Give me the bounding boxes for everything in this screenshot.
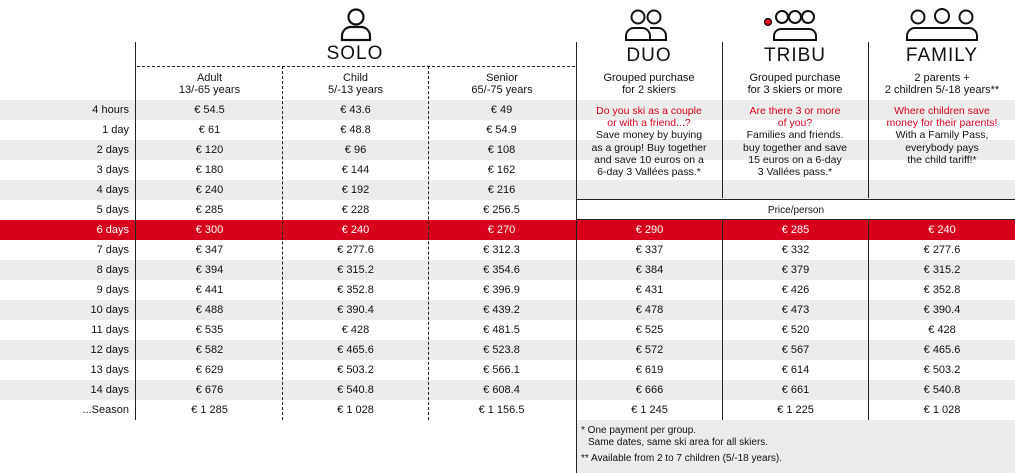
duo-price-cell: [577, 120, 722, 140]
duo-price-cell: € 290: [635, 224, 664, 236]
adult-price-cell: € 629: [195, 364, 224, 376]
adult-price-cell: € 54.5: [194, 104, 225, 116]
row-duration-label: 14 days: [90, 384, 129, 396]
row-duration-label: ...Season: [82, 404, 129, 416]
family-icon: [905, 8, 979, 42]
senior-label: Senior: [486, 72, 518, 84]
adult-price-cell: € 120: [195, 144, 224, 156]
family-subtitle: [869, 72, 1015, 96]
tribu-price-cell: € 661: [781, 384, 810, 396]
group-divider: [868, 42, 869, 198]
duo-text-line: and save 10 euros on a: [594, 153, 704, 166]
two-persons-icon: [624, 8, 668, 42]
duo-price-cell: [577, 140, 722, 160]
tribu-price-cell: € 473: [781, 304, 810, 316]
tribu-price-cell: [723, 180, 868, 200]
tribu-text-line: 3 Vallées pass.*: [757, 166, 833, 179]
price-header-bottom-line: [576, 219, 1015, 220]
senior-price-cell: € 216: [487, 184, 516, 196]
duo-text-line: 6-day 3 Vallées pass.*: [597, 166, 701, 179]
tribu-text-line: 15 euros on a 6-day: [748, 153, 842, 166]
tribu-price-cell: [723, 100, 868, 120]
group-divider: [722, 42, 723, 198]
family-title: FAMILY: [905, 45, 979, 66]
adult-price-cell: € 300: [195, 224, 224, 236]
duo-price-cell: € 1 245: [631, 404, 668, 416]
duo-price-cell: € 337: [635, 244, 664, 256]
senior-price-cell: € 523.8: [483, 344, 520, 356]
solo-title: SOLO: [326, 43, 384, 64]
senior-price-cell: € 354.6: [483, 264, 520, 276]
child-price-cell: € 1 028: [337, 404, 374, 416]
senior-price-cell: € 108: [487, 144, 516, 156]
duo-price-cell: [577, 200, 722, 220]
tribu-sub-line: for 3 skiers or more: [747, 84, 843, 96]
price-per-person-label: Price/person: [767, 205, 825, 216]
senior-price-cell: € 1 156.5: [478, 404, 525, 416]
adult-price-cell: € 582: [195, 344, 224, 356]
family-price-cell: [869, 120, 1015, 140]
family-price-cell: € 390.4: [923, 304, 961, 316]
row-duration-label: 8 days: [96, 264, 129, 276]
child-price-cell: € 315.2: [337, 264, 374, 276]
adult-price-cell: € 488: [195, 304, 224, 316]
adult-price-cell: € 347: [195, 244, 224, 256]
child-price-cell: € 465.6: [337, 344, 374, 356]
tribu-price-cell: € 285: [781, 224, 810, 236]
tribu-price-cell: € 332: [781, 244, 810, 256]
senior-price-cell: € 566.1: [483, 364, 520, 376]
row-duration-label: 4 hours: [92, 104, 129, 116]
note-children: ** Available from 2 to 7 children (5/-18 years).: [581, 453, 783, 464]
senior-price-cell: € 256.5: [483, 204, 520, 216]
tribu-subtitle: [723, 72, 867, 96]
tribu-price-cell: € 567: [781, 344, 810, 356]
duo-highlight-line: or with a friend...?: [607, 117, 691, 130]
adult-age: 13/-65 years: [178, 84, 241, 96]
duo-price-cell: € 478: [635, 304, 664, 316]
solo-header-divider: [137, 66, 575, 67]
child-price-cell: € 192: [341, 184, 370, 196]
duo-price-cell: € 619: [635, 364, 664, 376]
tribu-highlight-line: Are there 3 or more: [749, 105, 841, 117]
family-text-line: everybody pays: [905, 141, 979, 154]
solo-column-divider: [428, 66, 429, 420]
group-divider: [722, 220, 723, 420]
tribu-price-cell: € 426: [781, 284, 810, 296]
adult-price-cell: € 441: [195, 284, 224, 296]
duo-price-cell: € 572: [635, 344, 664, 356]
tribu-text-line: Families and friends.: [746, 129, 844, 142]
child-price-cell: € 277.6: [337, 244, 374, 256]
senior-price-cell: € 270: [487, 224, 516, 236]
child-price-cell: € 503.2: [337, 364, 374, 376]
senior-price-cell: € 439.2: [483, 304, 520, 316]
adult-price-cell: € 61: [198, 124, 221, 136]
row-duration-label: 11 days: [91, 324, 129, 336]
adult-label: Adult: [196, 72, 223, 84]
family-text-line: With a Family Pass,: [895, 129, 989, 142]
solo-column-divider: [282, 66, 283, 420]
adult-header: [137, 72, 282, 96]
price-header-top-line: [576, 199, 1015, 200]
tribu-price-cell: € 614: [781, 364, 810, 376]
row-duration-label: 1 day: [102, 124, 129, 136]
tribu-price-cell: [723, 140, 868, 160]
tribu-price-cell: € 379: [781, 264, 810, 276]
tribu-price-cell: € 520: [781, 324, 810, 336]
group-divider: [868, 220, 869, 420]
adult-price-cell: € 535: [195, 324, 224, 336]
family-highlight-line: money for their parents!: [886, 117, 998, 130]
senior-price-cell: € 162: [487, 164, 516, 176]
duo-sub-line: Grouped purchase: [603, 72, 695, 84]
row-duration-label: 12 days: [90, 344, 129, 356]
child-price-cell: € 352.8: [337, 284, 374, 296]
row-duration-label: 9 days: [96, 284, 129, 296]
adult-price-cell: € 180: [195, 164, 224, 176]
tribu-highlight-line: of you?: [777, 117, 813, 130]
three-persons-icon: [762, 8, 824, 42]
child-price-cell: € 43.6: [340, 104, 371, 116]
senior-age: 65/-75 years: [471, 84, 533, 96]
senior-price-cell: € 49: [490, 104, 513, 116]
family-text-line: the child tariff!*: [907, 153, 977, 166]
child-price-cell: € 240: [341, 224, 370, 236]
child-header: [283, 72, 428, 96]
child-price-cell: € 48.8: [340, 124, 371, 136]
duo-highlight-line: Do you ski as a couple: [596, 105, 702, 117]
duo-title: DUO: [626, 45, 672, 66]
tribu-price-cell: [723, 200, 868, 220]
senior-price-cell: € 54.9: [486, 124, 517, 136]
duo-subtitle: [577, 72, 721, 96]
family-price-cell: [869, 180, 1015, 200]
table-left-border: [135, 42, 136, 420]
row-duration-label: 7 days: [96, 244, 129, 256]
senior-price-cell: € 608.4: [483, 384, 520, 396]
family-price-cell: [869, 200, 1015, 220]
family-price-cell: € 428: [928, 324, 956, 336]
family-price-cell: € 503.2: [923, 364, 961, 376]
tribu-price-cell: [723, 160, 868, 180]
child-price-cell: € 96: [344, 144, 367, 156]
family-price-cell: € 352.8: [923, 284, 961, 296]
family-price-cell: € 540.8: [923, 384, 961, 396]
family-price-cell: € 1 028: [923, 404, 961, 416]
family-price-cell: € 315.2: [923, 264, 961, 276]
child-price-cell: € 390.4: [337, 304, 374, 316]
family-highlight-line: Where children save: [894, 105, 990, 117]
duo-price-cell: [577, 180, 722, 200]
adult-price-cell: € 1 285: [191, 404, 228, 416]
adult-price-cell: € 285: [195, 204, 224, 216]
family-price-cell: [869, 140, 1015, 160]
child-label: Child: [342, 72, 369, 84]
family-price-cell: [869, 100, 1015, 120]
family-price-cell: € 277.6: [923, 244, 961, 256]
tribu-sub-line: Grouped purchase: [749, 72, 841, 84]
duo-text-line: Save money by buying: [595, 129, 703, 142]
row-duration-label: 2 days: [96, 144, 129, 156]
child-price-cell: € 144: [341, 164, 370, 176]
child-price-cell: € 428: [341, 324, 370, 336]
child-price-cell: € 540.8: [337, 384, 374, 396]
duo-price-cell: [577, 100, 722, 120]
row-duration-label: 6 days: [96, 224, 129, 236]
duo-price-cell: [577, 160, 722, 180]
row-duration-label: 10 days: [90, 304, 129, 316]
tribu-title: TRIBU: [764, 45, 826, 66]
adult-price-cell: € 240: [195, 184, 224, 196]
senior-price-cell: € 312.3: [483, 244, 520, 256]
duo-sub-line: for 2 skiers: [622, 84, 676, 96]
family-sub-line: 2 children 5/-18 years**: [884, 84, 1000, 96]
group-divider: [576, 42, 577, 473]
tribu-price-cell: [723, 120, 868, 140]
family-price-cell: € 465.6: [923, 344, 961, 356]
row-duration-label: 3 days: [96, 164, 129, 176]
note-one-payment: * One payment per group.: [581, 425, 697, 436]
senior-header: [429, 72, 575, 96]
duo-text-line: as a group! Buy together: [591, 141, 707, 154]
child-price-cell: € 228: [341, 204, 370, 216]
senior-price-cell: € 481.5: [483, 324, 520, 336]
adult-price-cell: € 676: [195, 384, 224, 396]
family-price-cell: € 240: [928, 224, 956, 236]
duo-price-cell: € 525: [635, 324, 664, 336]
duo-price-cell: € 431: [635, 284, 664, 296]
person-icon: [338, 6, 374, 42]
adult-price-cell: € 394: [195, 264, 224, 276]
tribu-text-line: buy together and save: [743, 141, 847, 154]
family-price-cell: [869, 160, 1015, 180]
tribu-price-cell: € 1 225: [777, 404, 814, 416]
note-same-dates: Same dates, same ski area for all skiers.: [588, 437, 769, 448]
duo-price-cell: € 384: [635, 264, 664, 276]
row-duration-label: 13 days: [90, 364, 129, 376]
row-duration-label: 4 days: [96, 184, 129, 196]
family-sub-line: 2 parents +: [914, 72, 970, 84]
child-age: 5/-13 years: [327, 84, 384, 96]
row-duration-label: 5 days: [96, 204, 129, 216]
senior-price-cell: € 396.9: [483, 284, 520, 296]
duo-price-cell: € 666: [635, 384, 664, 396]
